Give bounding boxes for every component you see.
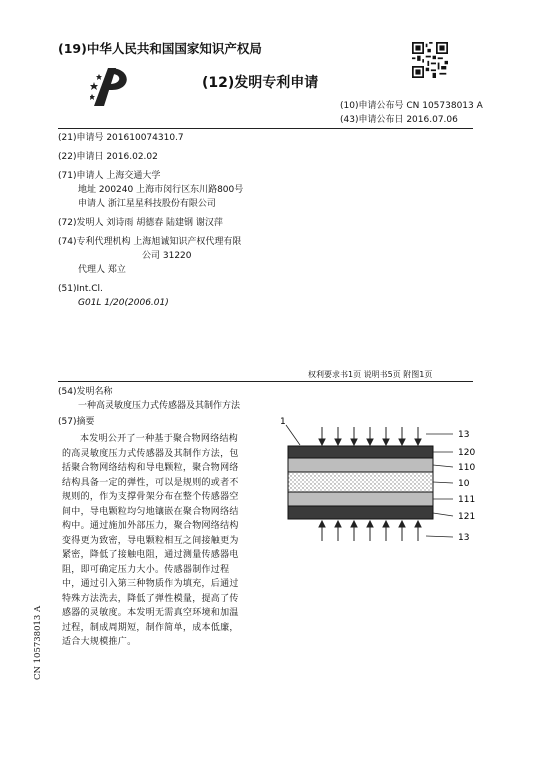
qr-code-icon bbox=[412, 42, 448, 78]
title-label: (54)发明名称 bbox=[58, 387, 113, 397]
applicant-primary: (71)申请人 上海交通大学 bbox=[58, 171, 161, 181]
header-divider bbox=[58, 128, 473, 129]
applicant-address: 地址 200240 上海市闵行区东川路800号 bbox=[78, 185, 244, 195]
int-cl-label: (51)Int.Cl. bbox=[58, 284, 103, 294]
pages-info: 权利要求书1页 说明书5页 附图1页 bbox=[308, 370, 433, 379]
doc-type: (12)发明专利申请 bbox=[202, 75, 319, 91]
application-number: (21)申请号 201610074310.7 bbox=[58, 133, 184, 143]
layer-111 bbox=[288, 492, 433, 506]
sensor-layer-figure bbox=[278, 415, 488, 555]
application-date: (22)申请日 2016.02.02 bbox=[58, 152, 158, 162]
abstract-text: 本发明公开了一种基于聚合物网络结构的高灵敏度压力式传感器及其制作方法，包括聚合物网络结构和导电颗粒，聚合物网络结构具备一定的弹性，可以是规则的或者不规则的，作为支撑骨架分布在整个传感器空间中，导电颗粒均匀地镶嵌在聚合物网络结构中。通过施加外部压力，聚合物网络结构变得更为致密，导电颗粒相互之间接触更为紧密，降低了接触电阻，通过测量传感器电阻，即可确定压力大小。传感器制作过程中，通过引入第三种物质作为填充，后通过特殊方法洗去，降低了弹性模量，提高了传感器的灵敏度。本发明无需真空环境和加温过程，制成周期短，制作简单，成本低廉，适合大规模推广。 bbox=[62, 434, 239, 647]
publication-number: (10)申请公布号 CN 105738013 A bbox=[340, 101, 483, 111]
abstract-label: (57)摘要 bbox=[58, 417, 95, 427]
figure-label-121: 121 bbox=[458, 512, 476, 522]
layer-10 bbox=[288, 472, 433, 492]
patent-agent: 代理人 郑立 bbox=[78, 265, 126, 275]
layer-121 bbox=[288, 506, 433, 519]
figure-label-13-top: 13 bbox=[458, 430, 470, 440]
figure-label-110: 110 bbox=[458, 463, 476, 473]
pages-divider bbox=[58, 381, 473, 382]
side-publication-number: CN 105738013 A bbox=[33, 605, 43, 680]
applicant-secondary: 申请人 浙江星星科技股份有限公司 bbox=[78, 199, 216, 209]
layer-110 bbox=[288, 458, 433, 472]
publication-date: (43)申请公布日 2016.07.06 bbox=[340, 115, 458, 125]
invention-title: 一种高灵敏度压力式传感器及其制作方法 bbox=[78, 401, 241, 411]
office-name: (19)中华人民共和国国家知识产权局 bbox=[58, 41, 262, 56]
figure-label-1: 1 bbox=[280, 417, 286, 427]
layer-120 bbox=[288, 446, 433, 458]
top-pressure-arrows bbox=[319, 427, 421, 445]
patent-agency: (74)专利代理机构 上海旭诚知识产权代理有限 bbox=[58, 237, 242, 247]
bottom-pressure-arrows bbox=[319, 521, 421, 541]
figure-label-111: 111 bbox=[458, 495, 476, 505]
figure-label-13-bottom: 13 bbox=[458, 533, 470, 543]
figure-label-120: 120 bbox=[458, 448, 476, 458]
cnipa-logo-icon bbox=[90, 62, 134, 108]
int-cl-code: G01L 1/20(2006.01) bbox=[78, 298, 169, 308]
figure-label-10: 10 bbox=[458, 479, 470, 489]
patent-agency-code: 公司 31220 bbox=[142, 251, 192, 261]
inventors: (72)发明人 刘诗雨 胡德春 陆建钢 谢汉萍 bbox=[58, 218, 223, 228]
